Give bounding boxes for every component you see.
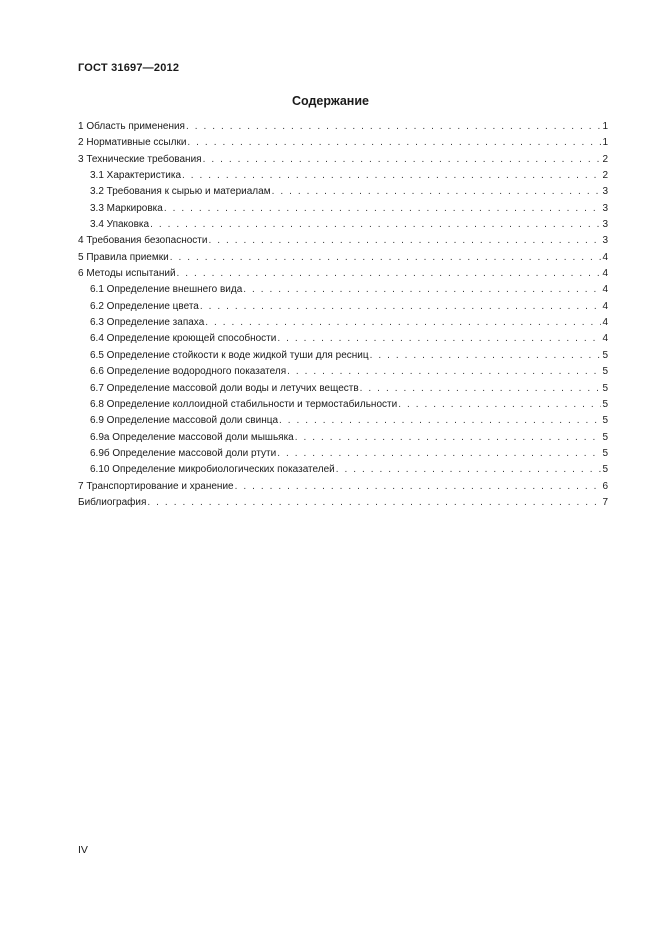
toc-entry-page: 5: [602, 431, 608, 443]
toc-entry-page: 4: [602, 317, 608, 329]
toc-dot-leader: [272, 184, 602, 200]
page-number: IV: [78, 844, 88, 856]
toc-entry-label: 6.9б Определение массовой доли ртути: [90, 447, 277, 459]
toc-entry-page: 4: [602, 333, 608, 345]
toc-entry-page: 5: [602, 398, 608, 410]
toc-entry-label: 6.9 Определение массовой доли свинца: [90, 415, 279, 427]
toc-entry-label: 4 Требования безопасности: [78, 235, 208, 247]
toc-entry[interactable]: [78, 430, 608, 446]
toc-dot-leader: [205, 315, 601, 331]
toc-dot-leader: [295, 430, 602, 446]
toc-dot-leader: [186, 119, 601, 135]
toc-dot-leader: [243, 282, 601, 298]
toc-dot-leader: [147, 495, 601, 511]
toc-dot-leader: [235, 479, 602, 495]
toc-dot-leader: [200, 299, 602, 315]
toc-entry-page: 5: [602, 415, 608, 427]
toc-entry-page: 4: [602, 300, 608, 312]
toc-entry[interactable]: [78, 119, 608, 135]
toc-entry-label: 6.8 Определение коллоидной стабильности и термостабильности: [90, 398, 398, 410]
toc-entry-page: 3: [602, 202, 608, 214]
toc-entry[interactable]: [78, 168, 608, 184]
toc-entry[interactable]: [78, 217, 608, 233]
toc-entry-label: 6.9а Определение массовой доли мышьяка: [90, 431, 294, 443]
toc-entry[interactable]: [78, 315, 608, 331]
toc-entry[interactable]: [78, 348, 608, 364]
toc-dot-leader: [187, 135, 601, 151]
toc-dot-leader: [360, 381, 602, 397]
toc-entry-label: 3 Технические требования: [78, 153, 202, 165]
toc-entry-page: 3: [602, 235, 608, 247]
toc-entry[interactable]: [78, 184, 608, 200]
toc-entry-label: 6.10 Определение микробиологических показателей: [90, 464, 335, 476]
toc-entry-page: 5: [602, 366, 608, 378]
toc-entry-label: 6.1 Определение внешнего вида: [90, 284, 243, 296]
toc-dot-leader: [150, 217, 601, 233]
toc-dot-leader: [170, 250, 602, 266]
toc-entry-label: 6.7 Определение массовой доли воды и летучих веществ: [90, 382, 359, 394]
toc-entry[interactable]: [78, 364, 608, 380]
toc-entry-label: 6.3 Определение запаха: [90, 317, 205, 329]
toc-entry-page: 4: [602, 284, 608, 296]
toc-entry[interactable]: [78, 299, 608, 315]
document-header: ГОСТ 31697—2012: [78, 62, 180, 74]
toc-entry-label: 3.2 Требования к сырью и материалам: [90, 186, 271, 198]
toc-entry-page: 7: [602, 496, 608, 508]
toc-entry-label: 3.3 Маркировка: [90, 202, 163, 214]
toc-entry-label: 6.5 Определение стойкости к воде жидкой туши для ресниц: [90, 349, 369, 361]
toc-entry-label: 6.4 Определение кроющей способности: [90, 333, 277, 345]
toc-entry[interactable]: [78, 381, 608, 397]
toc-dot-leader: [287, 364, 601, 380]
toc-entry[interactable]: [78, 495, 608, 511]
toc-entry-page: 5: [602, 464, 608, 476]
toc-entry[interactable]: [78, 413, 608, 429]
toc-entry-page: 5: [602, 349, 608, 361]
toc-entry[interactable]: [78, 266, 608, 282]
toc-entry-page: 2: [602, 170, 608, 182]
toc-entry-page: 1: [602, 121, 608, 132]
toc-entry[interactable]: [78, 479, 608, 495]
toc-entry[interactable]: [78, 152, 608, 168]
toc-entry-label: 6.2 Определение цвета: [90, 300, 199, 312]
toc-dot-leader: [182, 168, 601, 184]
toc-dot-leader: [208, 233, 601, 249]
toc-entry[interactable]: [78, 282, 608, 298]
toc-entry[interactable]: [78, 233, 608, 249]
toc-entry-page: 4: [602, 251, 608, 263]
toc-entry-label: Библиография: [78, 496, 147, 508]
toc-entry-page: 1: [602, 137, 608, 149]
toc-dot-leader: [277, 446, 601, 462]
toc-entry-label: 6.6 Определение водородного показателя: [90, 366, 287, 378]
toc-entry-page: 2: [602, 153, 608, 165]
toc-entry-label: 3.4 Упаковка: [90, 219, 150, 231]
toc-entry[interactable]: [78, 201, 608, 217]
toc-entry-page: 3: [602, 219, 608, 231]
toc-entry-label: 3.1 Характеристика: [90, 170, 182, 182]
toc-entry-page: 6: [602, 480, 608, 492]
toc-entry[interactable]: [78, 250, 608, 266]
toc-title: Содержание: [291, 94, 369, 108]
toc-entry-label: 7 Транспортирование и хранение: [78, 480, 234, 492]
toc-entry[interactable]: [78, 331, 608, 347]
toc-entry-page: 5: [602, 447, 608, 459]
toc-entry-page: 4: [602, 268, 608, 280]
toc-entry[interactable]: [78, 462, 608, 478]
toc-dot-leader: [203, 152, 602, 168]
toc-dot-leader: [398, 397, 601, 413]
toc-entry-label: 5 Правила приемки: [78, 251, 169, 263]
toc-dot-leader: [279, 413, 601, 429]
table-of-contents: [78, 119, 608, 511]
toc-entry-label: 2 Нормативные ссылки: [78, 137, 187, 149]
toc-entry[interactable]: [78, 135, 608, 151]
toc-entry-page: 3: [602, 186, 608, 198]
toc-dot-leader: [277, 331, 601, 347]
toc-entry[interactable]: [78, 397, 608, 413]
toc-entry-label: 1 Область применения: [78, 121, 185, 132]
toc-dot-leader: [177, 266, 602, 282]
toc-dot-leader: [370, 348, 602, 364]
toc-dot-leader: [336, 462, 602, 478]
toc-entry-label: 6 Методы испытаний: [78, 268, 176, 280]
toc-entry[interactable]: [78, 446, 608, 462]
toc-dot-leader: [164, 201, 602, 217]
toc-entry-page: 5: [602, 382, 608, 394]
